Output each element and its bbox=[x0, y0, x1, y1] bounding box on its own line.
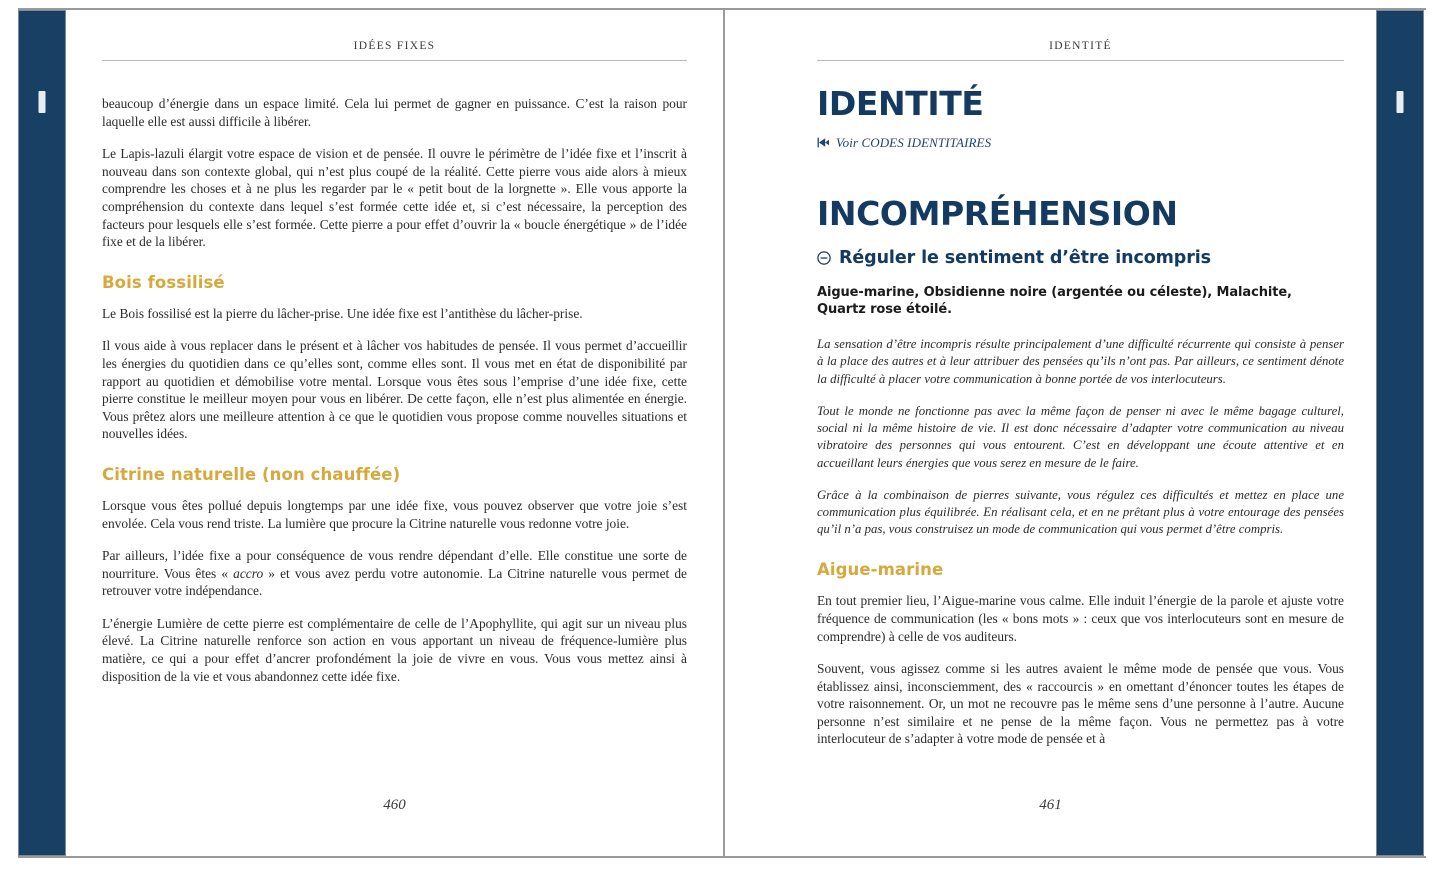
emphasis-accro: accro bbox=[233, 565, 264, 581]
right-page-number: 461 bbox=[1039, 797, 1062, 813]
cross-reference-prefix: Voir bbox=[836, 134, 859, 150]
intro-paragraph: Grâce à la combinaison de pierres suivante, vous régulez ces difficultés et mettez en place une communication plus équilibrée. En réalisant cela, et en ne prêtant plus à votre entourage des pensées qu’il n’a pas, vous construisez un mode de communication qui vous permet d’être compris. bbox=[817, 487, 1344, 537]
left-edge-tab-mark bbox=[39, 91, 46, 113]
minus-circle-icon bbox=[817, 251, 831, 265]
left-page bbox=[66, 8, 723, 858]
stone-heading-citrine-naturelle: Citrine naturelle (non chauffée) bbox=[102, 464, 401, 484]
paragraph: En tout premier lieu, l’Aigue-marine vous calme. Elle induit l’énergie de la parole et ajuste votre fréquence de communication (les « bons mots » : ceux que vos interlocuteurs sont en mesure de comprendre) à celle de vos auditeurs. bbox=[817, 593, 1344, 644]
left-edge-tab-bar[interactable] bbox=[18, 10, 66, 856]
right-page-content bbox=[725, 8, 1376, 748]
intro-paragraph: Tout le monde ne fonctionne pas avec la même façon de penser ni avec le même bagage culturel, social ni la même histoire de vie. Il est donc nécessaire d’adapter votre communication au niveau vibratoire des personnes qui vous entourent. C’est en développant une écoute attentive et en accueillant leurs énergies que vous serez en mesure de le faire. bbox=[817, 403, 1344, 470]
left-page-content bbox=[66, 8, 723, 685]
subsection-title bbox=[817, 248, 1344, 268]
paragraph: Le Lapis-lazuli élargit votre espace de vision et de pensée. Il ouvre le périmètre de l’idée fixe et l’inscrit à nouveau dans son contexte global, qui n’est plus coupé de la réalité. Cette pierre vous aide alors à mieux comprendre les choses et à ne plus les regarder par le « petit bout de la lorgnette ». Elle vous apporte la compréhension du contexte dans lequel s’est formée cette idée et, si c’est nécessaire, la perception des facteurs pour lesquels elle s’est formée. Cette pierre a pour effet d’ouvrir la « boucle énergétique » de l’idée fixe et de la libérer. bbox=[102, 146, 687, 250]
paragraph: beaucoup d’énergie dans un espace limité. Cela lui permet de gagner en puissance. C’est la raison pour laquelle elle est aussi difficile à libérer. bbox=[102, 96, 687, 129]
stone-heading-bois-fossilise: Bois fossilisé bbox=[102, 272, 225, 292]
paragraph: L’énergie Lumière de cette pierre est complémentaire de celle de l’Apophyllite, qui agit sur un niveau plus élevé. La Citrine naturelle renforce son action en vous apportant un niveau de fréquence-lumière plus matière, ce qui a pour effet d’ancrer profondément la joie de vivre en vous. Vous vous mettez ainsi à disposition de la vie et vous abandonnez cette idée fixe. bbox=[102, 615, 687, 684]
paragraph: Le Bois fossilisé est la pierre du lâcher-prise. Une idée fixe est l’antithèse du lâcher-prise. bbox=[102, 305, 583, 321]
right-edge-tab-mark bbox=[1397, 91, 1404, 113]
chapter-title: IDENTITÉ bbox=[817, 84, 984, 123]
left-running-head: IDÉES FIXES bbox=[353, 40, 436, 52]
section-title: INCOMPRÉHENSION bbox=[817, 193, 1178, 233]
right-edge-tab-bar[interactable] bbox=[1376, 10, 1424, 856]
right-head-rule bbox=[817, 60, 1344, 61]
intro-paragraph: La sensation d’être incompris résulte principalement d’une difficulté récurrente qui consiste à penser à la place des autres et à leur attribuer des pensées qu’ils n’ont pas. Par ailleurs, ce sentiment dénote la difficulté à placer votre communication à bonne portée de vos interlocuteurs. bbox=[817, 337, 1344, 386]
paragraph: Il vous aide à vous replacer dans le présent et à lâcher vos habitudes de pensée. Il vous permet d’accueillir les énergies du quotidien dans ce qu’elles sont, comme elles sont. Il vous met en état de disponibilité par rapport au quotidien et démobilise votre mental. Lorsque vous êtes sous l’emprise d’une idée fixe, cette pierre constitue le meilleur moyen pour vous en libérer. De cette façon, elle n’est plus alimentée en énergie. Vous prêtez alors une meilleure attention à ce que le quotidien vous propose comme nouvelles situations et nouvelles idées. bbox=[102, 338, 687, 442]
right-running-head: IDENTITÉ bbox=[1049, 40, 1112, 52]
paragraph: Souvent, vous agissez comme si les autres avaient le même mode de pensée que vous. Vous établissez ainsi, inconsciemment, des « raccourcis » en omettant d’énoncer toutes les étapes de votre raisonnement. Or, un mot ne recouvre pas le même sens d’une personne à l’autre. Aucune personne n’est similaire et ne pense de la même façon. Vous ne permettez pas à votre interlocuteur de s’adapter à votre mode de pensée et à bbox=[817, 661, 1344, 747]
bowtie-xref-icon bbox=[817, 136, 830, 149]
stone-heading-aigue-marine: Aigue-marine bbox=[817, 560, 944, 580]
cross-reference-text bbox=[836, 135, 991, 151]
paragraph-part: » et vous avez perdu votre autonomie. La Citrine naturelle vous permet de retrouver votre indépendance. bbox=[102, 565, 687, 599]
right-page bbox=[725, 8, 1376, 858]
subsection-label: Réguler le sentiment d’être incompris bbox=[839, 248, 1211, 269]
left-page-number: 460 bbox=[383, 797, 406, 813]
stone-list: Aigue-marine, Obsidienne noire (argentée ou céleste), Malachite, Quartz rose étoilé. bbox=[817, 285, 1292, 318]
paragraph-part: Par ailleurs, l’idée fixe a pour conséquence de vous rendre dépendant d’elle. Elle constitue une sorte de nourriture. Vous êtes « bbox=[102, 548, 687, 581]
cross-reference-target: CODES IDENTITAIRES bbox=[861, 134, 992, 150]
cross-reference[interactable] bbox=[817, 135, 1344, 151]
paragraph-with-emphasis bbox=[102, 547, 687, 600]
paragraph: Lorsque vous êtes pollué depuis longtemps par une idée fixe, vous pouvez observer que votre joie s’est envolée. Cela vous rend triste. La lumière que procure la Citrine naturelle vous redonne votre joie. bbox=[102, 497, 687, 531]
left-head-rule bbox=[102, 60, 687, 61]
